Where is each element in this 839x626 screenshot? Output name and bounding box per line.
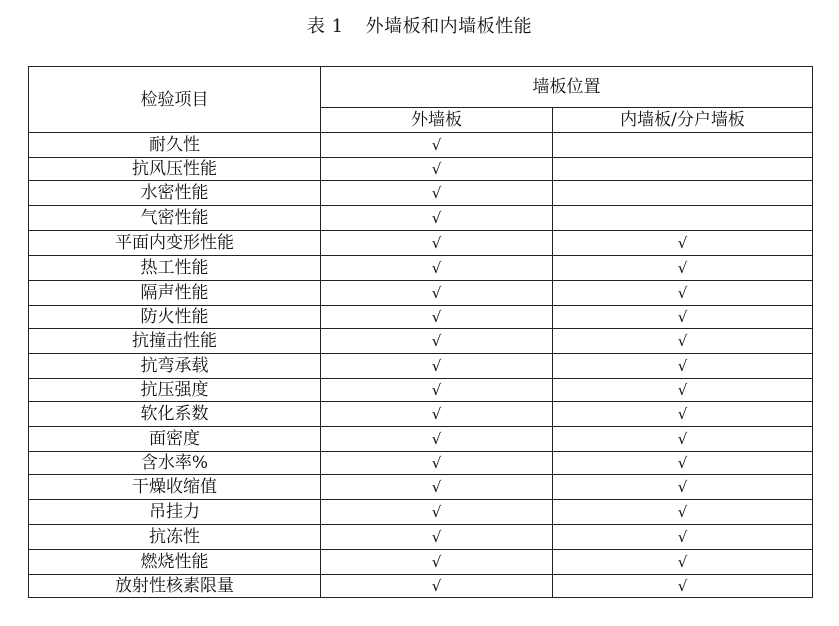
inspection-item-cell: 抗风压性能	[29, 158, 321, 181]
interior-check-cell: √	[553, 452, 813, 475]
exterior-check-cell: √	[321, 452, 553, 475]
exterior-check-cell: √	[321, 231, 553, 256]
header-inspection-item: 检验项目	[29, 67, 321, 133]
exterior-check-cell: √	[321, 500, 553, 525]
exterior-check-cell: √	[321, 329, 553, 354]
exterior-check-cell: √	[321, 427, 553, 452]
inspection-item-cell: 吊挂力	[29, 500, 321, 525]
inspection-item-cell: 放射性核素限量	[29, 575, 321, 598]
table-row	[29, 306, 813, 329]
inspection-item-cell: 面密度	[29, 427, 321, 452]
interior-check-cell	[553, 158, 813, 181]
inspection-item-cell: 软化系数	[29, 402, 321, 427]
interior-check-cell: √	[553, 354, 813, 379]
table-row	[29, 575, 813, 598]
inspection-item-cell: 水密性能	[29, 181, 321, 206]
table-row	[29, 379, 813, 402]
table-row	[29, 354, 813, 379]
exterior-check-cell: √	[321, 281, 553, 306]
exterior-check-cell: √	[321, 256, 553, 281]
table-row	[29, 525, 813, 550]
interior-check-cell: √	[553, 329, 813, 354]
inspection-item-cell: 抗撞击性能	[29, 329, 321, 354]
table-number: 表 1	[306, 16, 344, 37]
table-row	[29, 427, 813, 452]
interior-check-cell: √	[553, 306, 813, 329]
inspection-item-cell: 平面内变形性能	[29, 231, 321, 256]
inspection-item-cell: 抗压强度	[29, 379, 321, 402]
exterior-check-cell: √	[321, 306, 553, 329]
performance-table	[28, 66, 813, 598]
header-wall-position: 墙板位置	[321, 67, 813, 108]
exterior-check-cell: √	[321, 402, 553, 427]
table-row	[29, 500, 813, 525]
inspection-item-cell: 干燥收缩值	[29, 475, 321, 500]
interior-check-cell: √	[553, 575, 813, 598]
table-row	[29, 329, 813, 354]
table-row	[29, 181, 813, 206]
table-row	[29, 281, 813, 306]
inspection-item-cell: 防火性能	[29, 306, 321, 329]
interior-check-cell: √	[553, 402, 813, 427]
exterior-check-cell: √	[321, 158, 553, 181]
header-exterior-wall: 外墙板	[321, 108, 553, 133]
inspection-item-cell: 隔声性能	[29, 281, 321, 306]
table-row	[29, 133, 813, 158]
exterior-check-cell: √	[321, 354, 553, 379]
table-row	[29, 206, 813, 231]
table-row	[29, 452, 813, 475]
exterior-check-cell: √	[321, 525, 553, 550]
interior-check-cell	[553, 206, 813, 231]
header-row	[29, 67, 813, 108]
table-caption	[0, 12, 839, 38]
exterior-check-cell: √	[321, 181, 553, 206]
interior-check-cell: √	[553, 379, 813, 402]
exterior-check-cell: √	[321, 475, 553, 500]
table-row	[29, 475, 813, 500]
interior-check-cell: √	[553, 256, 813, 281]
exterior-check-cell: √	[321, 379, 553, 402]
inspection-item-cell: 耐久性	[29, 133, 321, 158]
interior-check-cell	[553, 181, 813, 206]
inspection-item-cell: 气密性能	[29, 206, 321, 231]
table-body	[29, 133, 813, 598]
inspection-item-cell: 抗冻性	[29, 525, 321, 550]
table-row	[29, 402, 813, 427]
interior-check-cell: √	[553, 427, 813, 452]
table-row	[29, 231, 813, 256]
exterior-check-cell: √	[321, 133, 553, 158]
exterior-check-cell: √	[321, 206, 553, 231]
inspection-item-cell: 含水率%	[29, 452, 321, 475]
interior-check-cell: √	[553, 550, 813, 575]
exterior-check-cell: √	[321, 550, 553, 575]
inspection-item-cell: 抗弯承载	[29, 354, 321, 379]
header-interior-wall: 内墙板/分户墙板	[553, 108, 813, 133]
exterior-check-cell: √	[321, 575, 553, 598]
table-row	[29, 550, 813, 575]
table-row	[29, 256, 813, 281]
inspection-item-cell: 热工性能	[29, 256, 321, 281]
inspection-item-cell: 燃烧性能	[29, 550, 321, 575]
interior-check-cell: √	[553, 525, 813, 550]
interior-check-cell	[553, 133, 813, 158]
interior-check-cell: √	[553, 475, 813, 500]
interior-check-cell: √	[553, 231, 813, 256]
interior-check-cell: √	[553, 500, 813, 525]
interior-check-cell: √	[553, 281, 813, 306]
table-row	[29, 158, 813, 181]
table-title: 外墙板和内墙板性能	[365, 16, 533, 37]
